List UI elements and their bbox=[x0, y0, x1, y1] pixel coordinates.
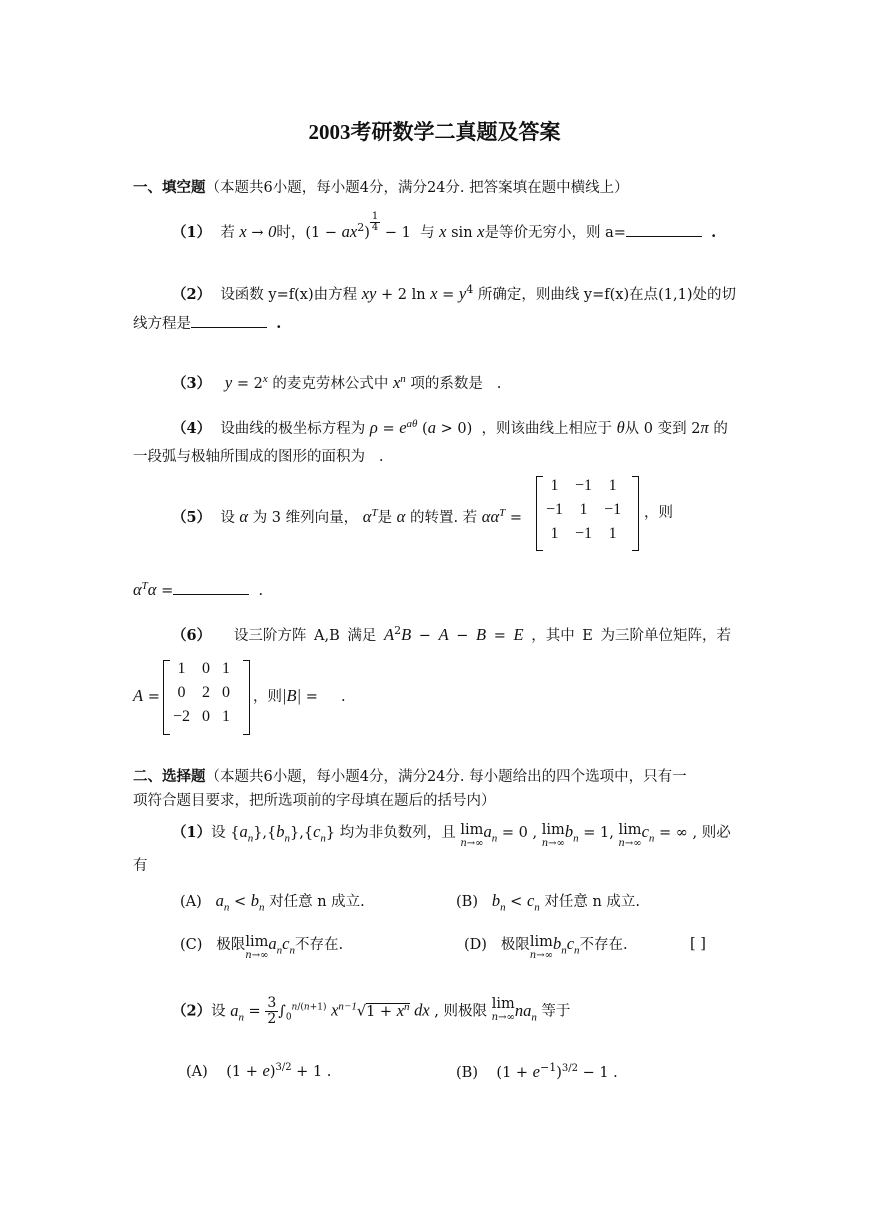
section1-note: （本题共6小题，每小题4分，满分24分. 把答案填在题中横线上） bbox=[205, 180, 629, 196]
s1-q1-num: （1） bbox=[172, 223, 212, 241]
section1-heading-line bbox=[133, 178, 629, 198]
s2-q1-option-d: (D) 极限lim n→∞ $b_nc_n$不存在. bbox=[464, 934, 628, 961]
s1-q6-matrix: 1 0 1 0 2 0 −2 0 1 bbox=[173, 660, 231, 725]
section2-note: （本题共6小题，每小题4分，满分24分. 每小题给出的四个选项中，只有一 bbox=[205, 769, 687, 785]
s1-q1: （1） 若 x → 0时，$(1 - ax^2)$ $^{\frac{1}{4}}$ − 1 与 x sin x是等价无穷小，则 a= . bbox=[172, 211, 717, 241]
s1-q1-answer-blank bbox=[626, 222, 702, 237]
s2-q2: （2）设 $a_n$ = $\frac{3}{2}$ $\int_0^{n/(n+1)}$ $x^{n-1}√1 + x^n$ dx , 则极限 lim n→∞ $na_n$ 等于 bbox=[172, 995, 571, 1027]
s2-q2-option-b: (B) $(1 + e^{-1})^{3/2} - 1$ . bbox=[456, 1061, 618, 1081]
s1-q2-answer-blank bbox=[191, 313, 267, 328]
s1-q5-then: ，则 bbox=[644, 505, 673, 521]
s2-q1-cont: 有 bbox=[133, 858, 148, 874]
page-title: 2003考研数学二真题及答案 bbox=[308, 120, 561, 144]
section1-heading: 一、填空题 bbox=[133, 179, 206, 196]
s2-q1-answer-bracket: [ ] bbox=[690, 936, 706, 952]
s2-q1-option-b: (B) $b_n < c_n$ 对任意 n 成立. bbox=[456, 891, 641, 914]
s2-q2-option-a: (A) $(1 + e)^{3/2} + 1$ . bbox=[186, 1060, 332, 1080]
s1-q2-cont: 线方程是 . bbox=[133, 315, 282, 332]
s1-q5: （5） 设 α 为 3 维列向量， $\alpha^T$是 α 的转置. 若 $\alpha\alpha^T$ = bbox=[172, 506, 522, 526]
s1-q5-cont: $\alpha^T\alpha$ = . bbox=[133, 579, 264, 599]
section2-note2: 项符合题目要求，把所选项前的字母填在题后的括号内） bbox=[133, 793, 496, 809]
s1-q6-tail: ，则|B| = . bbox=[253, 686, 346, 705]
section2-heading-line bbox=[133, 767, 687, 787]
s2-q1-option-a: (A) $a_n < b_n$ 对任意 n 成立. bbox=[180, 891, 365, 914]
s1-q6: （6） 设三阶方阵 A,B 满足 $A^2B - A - B = E$ ，其中 E 为三阶单位矩阵，若 bbox=[172, 624, 732, 644]
s2-q1: （1）设 $\{a_n\},\{b_n\},\{c_n\}$ 均为非负数列，且 lim n→∞ $a_n = 0$ , lim n→∞ $b_n = 1$, lim n→∞ $c_n$ = ∞ , 则必 bbox=[172, 822, 731, 849]
s1-q5-matrix-right-bracket bbox=[632, 476, 639, 551]
s1-q2: （2） 设函数 y=f(x)由方程 xy + 2 $\ln x = y^4$ 所确定，则曲线 y=f(x)在点(1,1)处的切 bbox=[172, 283, 737, 303]
s1-q3: （3） $y = 2^x$ 的麦克劳林公式中 $x^n$ 项的系数是 . bbox=[172, 372, 502, 392]
s1-q5-matrix: 1 −1 1 −1 1 −1 1 −1 1 bbox=[546, 477, 622, 542]
s1-q4-cont: 一段弧与极轴所围成的图形的面积为 . bbox=[133, 449, 384, 465]
s1-q4: （4） 设曲线的极坐标方程为 $\rho = e^{a\theta}$ (a > 0) ，则该曲线上相应于 θ从 0 变到 2π 的 bbox=[172, 417, 728, 437]
s2-q1-option-c: (C) 极限lim n→∞ $a_nc_n$不存在. bbox=[180, 934, 344, 961]
section2-heading: 二、选择题 bbox=[133, 768, 206, 785]
s1-q5-answer-blank bbox=[173, 580, 249, 595]
s1-q6-matrix-right-bracket bbox=[243, 660, 250, 735]
s1-q6-A-label: A = bbox=[133, 686, 160, 705]
